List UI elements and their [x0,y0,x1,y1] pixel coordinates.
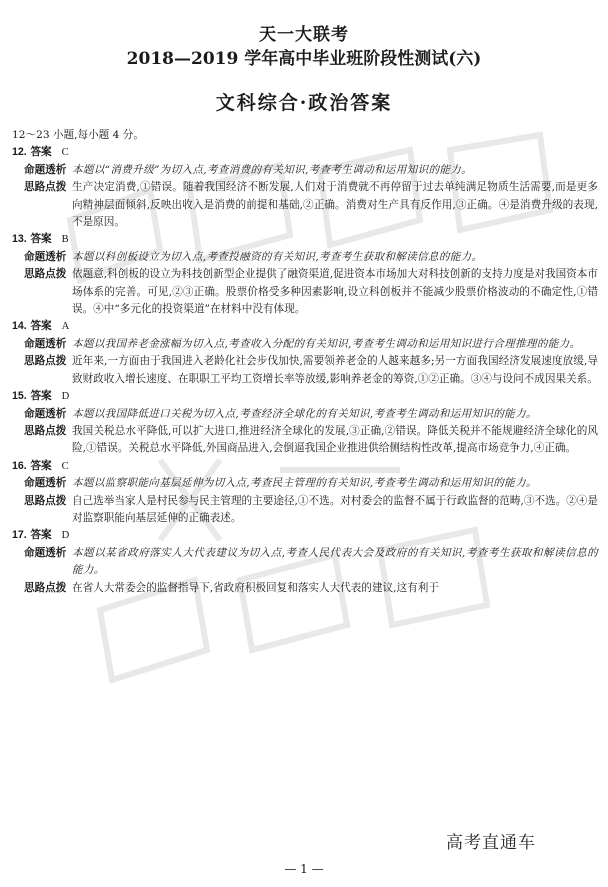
analysis-entry [12,545,598,580]
hint-label: 思路点拨 [24,181,67,194]
intro-line: 12～23 小题,每小题 4 分。 [12,129,144,141]
question-block [12,458,598,528]
answer-line [12,527,598,544]
analysis-label: 命题透析 [24,337,67,350]
hint-text: 自己选举当家人是村民参与民主管理的主要途径,①不选。对村委会的监督不属于行政监督的范畴,③不选。②④是对监察职能向基层延伸的正确表述。 [72,494,598,524]
analysis-entry [12,406,598,423]
hint-text: 近年来,一方面由于我国进入老龄化社会步伐加快,需要领养老金的人越来越多;另一方面我国经济发展速度放缓,导致财政收入增长速度、在职职工平均工资增长率等放缓,影响养老金的筹资,①②正确。③④与设问不成因果关系。 [72,355,598,385]
subject-title: 文科综合·政治答案 [215,92,393,114]
question-number: 13. [12,233,27,246]
question-list [12,144,598,597]
hint-entry [12,266,598,318]
question-number: 15. [12,390,27,403]
answer-line [12,144,598,161]
analysis-text: 本题以“消费升级”为切入点,考查消费的有关知识,考查考生调动和运用知识的能力。 [72,163,473,176]
question-block [12,527,598,597]
hint-text: 在省人大常委会的监督指导下,省政府积极回复和落实人大代表的建议,这有利于 [72,581,439,594]
question-block [12,388,598,458]
answer-label: 答案 [30,233,52,246]
hint-label: 思路点拨 [24,424,67,437]
hint-entry [12,353,598,388]
question-block [12,144,598,231]
analysis-entry [12,162,598,179]
analysis-entry [12,475,598,492]
question-block [12,318,598,388]
question-number: 16. [12,459,27,472]
answer-label: 答案 [30,529,52,542]
answer-line [12,318,598,335]
answer-choice: A [61,321,70,333]
answer-label: 答案 [30,390,52,403]
analysis-label: 命题透析 [24,546,67,559]
answer-line [12,388,598,405]
hint-label: 思路点拨 [24,581,67,594]
exam-title: 2018—2019 学年高中毕业班阶段性测试(六) [126,49,482,69]
answer-line [12,231,598,248]
page-number: — 1 — [284,862,324,876]
hint-entry [12,423,598,458]
answer-label: 答案 [30,320,52,333]
hint-text: 生产决定消费,①错误。随着我国经济不断发展,人们对于消费就不再停留于过去单纯满足物质生活需要,而是更多向精神层面倾斜,反映出收入是消费的前提和基础,②正确。消费对生产具有反作用,③正确。④是消费升级的表现,不是原因。 [72,181,598,229]
analysis-label: 命题透析 [24,163,67,176]
watermark-logo: 高考直通车 [446,833,536,853]
hint-label: 思路点拨 [24,355,67,368]
question-block [12,231,598,318]
hint-label: 思路点拨 [24,268,67,281]
analysis-text: 本题以我国养老金涨幅为切入点,考查收入分配的有关知识,考查考生调动和运用知识进行合理推理的能力。 [72,337,581,350]
analysis-text: 本题以我国降低进口关税为切入点,考查经济全球化的有关知识,考查考生调动和运用知识的能力。 [72,407,537,420]
organization-title: 天一大联考 [259,25,349,45]
analysis-text: 本题以某省政府落实人大代表建议为切入点,考查人民代表大会及政府的有关知识,考查考生获取和解读信息的能力。 [72,546,598,577]
analysis-label: 命题透析 [24,250,67,263]
answer-choice: C [61,147,69,159]
question-number: 12. [12,146,27,159]
hint-text: 依题意,科创板的设立为科技创新型企业提供了融资渠道,促进资本市场加大对科技创新的支持力度是对我国资本市场体系的完善。可见,②③正确。股票价格受多种因素影响,设立科创板并不能减少股票价格波动的不确定性,①错误。④中“多元化的投资渠道”在材料中没有体现。 [72,268,598,316]
hint-entry [12,179,598,231]
question-number: 17. [12,529,27,542]
answer-label: 答案 [30,146,52,159]
answer-choice: B [61,234,69,246]
analysis-entry [12,249,598,266]
answer-choice: D [61,391,70,403]
hint-text: 我国关税总水平降低,可以扩大进口,推进经济全球化的发展,③正确,②错误。降低关税并不能规避经济全球化的风险,①错误。关税总水平降低,外国商品进入,会倒逼我国企业推进供给侧结构性改革,提高市场竞争力,④正确。 [72,424,598,455]
answer-line [12,458,598,475]
answer-choice: D [61,530,70,542]
answer-choice: C [61,460,69,472]
analysis-entry [12,336,598,353]
answer-label: 答案 [30,459,52,472]
question-number: 14. [12,320,27,333]
analysis-text: 本题以科创板设立为切入点,考查投融资的有关知识,考查考生获取和解读信息的能力。 [72,250,483,263]
hint-entry [12,493,598,528]
analysis-label: 命题透析 [24,477,67,490]
analysis-text: 本题以监察职能向基层延伸为切入点,考查民主管理的有关知识,考查考生调动和运用知识的能力。 [72,477,537,490]
hint-label: 思路点拨 [24,494,67,507]
answer-content [12,127,598,597]
analysis-label: 命题透析 [24,407,67,420]
hint-entry [12,580,598,597]
